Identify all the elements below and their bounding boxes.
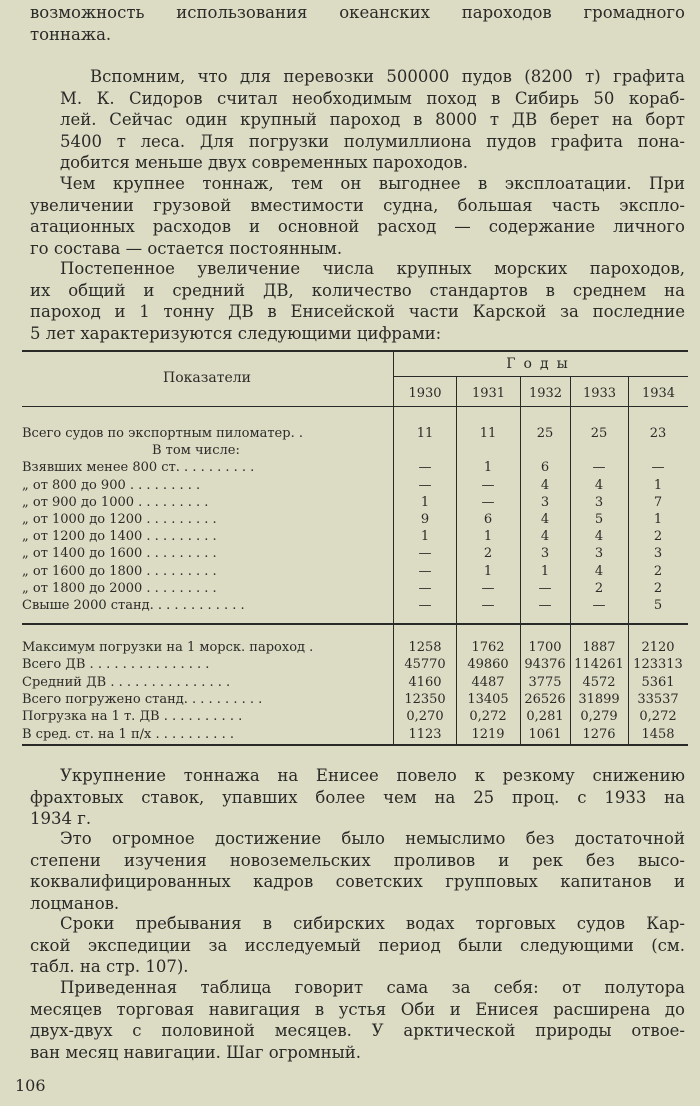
text-line: лоцманов. [30,893,120,913]
paragraph-graphite [30,66,685,174]
table-cell: 33537 [637,691,679,707]
year-header: 1930 [408,386,442,401]
table-cell: 1 [420,494,430,510]
year-header: 1933 [582,386,617,401]
table-row [22,640,688,657]
table-cell: 11 [479,426,497,441]
table-cell: 6 [540,460,550,476]
table-cell: 4572 [582,674,616,690]
row-label: „ от 1400 до 1600 . . . . . . . . . [22,546,217,562]
table-cell: 1887 [582,640,616,655]
text-line: М. К. Сидоров считал необходимым поход в Сибирь 50 кораб- [60,88,685,108]
table-cell: 3 [540,546,550,562]
text-line: 1934 г. [30,809,92,829]
text-line: Чем крупнее тоннаж, тем он выгоднее в эксплоатации. При [60,174,685,193]
row-label: Свыше 2000 станд. . . . . . . . . . . . [22,598,245,613]
table-cell: 1 [540,563,550,579]
row-label: Всего судов по экспортным пиломатер. . [22,426,303,441]
table-cell: — [418,460,432,476]
table-cell: 4 [594,563,604,579]
year-header: 1931 [471,386,506,401]
table-cell: — [418,477,432,493]
table-cell: — [592,598,606,613]
row-label: „ от 900 до 1000 . . . . . . . . . [22,494,209,510]
table-cell: 25 [536,426,554,441]
table-cell: 45770 [404,657,446,673]
table-cell: 5361 [641,674,675,690]
table-cell: — [418,563,432,579]
text-line: увеличении грузовой вместимости судна, большая часть экспло- [30,195,685,215]
table-row [22,564,688,581]
table-cell: 1 [483,563,493,579]
row-label: „ от 1600 до 1800 . . . . . . . . . [22,563,217,579]
table-cell: 3 [653,546,663,562]
text-line: добится меньше двух современных пароходов. [60,153,468,173]
text-line: тоннажа. [30,24,112,44]
text-line: Приведенная таблица говорит сама за себя: от полутора [60,978,685,997]
table-cell: 5 [653,598,663,613]
table-cell: 1762 [471,640,505,655]
table-row [22,581,688,598]
paragraph-tonnage [30,173,685,259]
table-cell: 94376 [524,657,566,673]
table-cell: 1061 [528,726,562,742]
table-cell: 4487 [471,674,505,690]
table-row [22,529,688,546]
table-cell: 0,270 [406,709,444,725]
table-row [22,598,688,615]
table-row [22,692,688,709]
table-cell: 2 [653,580,663,596]
table-cell: 3 [540,494,550,510]
table-cell: 1258 [408,640,442,655]
table-cell: 4 [594,477,604,493]
row-label: „ от 1800 до 2000 . . . . . . . . . [22,580,217,596]
table-cell: 1700 [528,640,562,655]
table-cell: 1 [653,477,663,493]
text-line: Сроки пребывания в сибирских водах торговых судов Кар- [60,914,685,933]
table-cell: — [481,598,495,613]
text-line: Вспомним, что для перевозки 500000 пудов (8200 т) графита [90,67,685,86]
paragraph-intro [30,2,685,45]
year-header: 1932 [528,386,563,401]
row-label: Максимум погрузки на 1 морск. пароход . [22,640,314,655]
table-cell: 7 [653,494,663,510]
text-line: пароход и 1 тонну ДВ в Енисейской части Карской за последние [30,302,685,322]
text-line: ской экспедиции за исследуемый период были следующими (см. [30,935,685,955]
text-line: возможность использования океанских пароходов громадного [30,3,685,22]
table-cell: 2120 [641,640,675,655]
table-row [22,460,688,477]
text-line: месяцев торговая навигация в устья Оби и Енисея расширена до [30,999,685,1019]
paragraph-periods [30,913,685,978]
text-line: 5 лет характеризуются следующими цифрами: [30,323,442,343]
table-row [22,546,688,563]
text-line: степени изучения новоземельских проливов и рек без высо- [30,850,685,870]
table-row [22,443,688,460]
row-label: В том числе: [152,443,240,459]
table-cell: 5 [594,512,604,527]
row-label: В сред. ст. на 1 п/х . . . . . . . . . . [22,726,234,742]
table-cell: 31899 [578,691,620,707]
table-cell: 4 [540,512,550,527]
table-cell: — [481,494,495,510]
text-line: лей. Сейчас один крупный пароход в 8000 т ДВ берет на борт [60,110,685,130]
table-row [22,727,688,744]
table-cell: — [592,460,606,476]
table-cell: 13405 [467,691,509,707]
text-line: Постепенное увеличение числа крупных морских пароходов, [60,259,685,278]
table-cell: 1 [483,529,493,545]
text-line: их общий и средний ДВ, количество стандартов в среднем на [30,280,685,300]
table-cell: 9 [420,512,430,527]
page-number: 106 [15,1076,46,1095]
table-cell: — [538,598,552,613]
table-cell: 2 [653,529,663,545]
row-label: „ от 1200 до 1400 . . . . . . . . . [22,529,217,545]
text-line: атационных расходов и основной расход — содержание личного [30,217,685,237]
table-cell: 3775 [528,674,562,690]
text-line: Это огромное достижение было немыслимо без достаточной [60,829,685,848]
table-cell: 1 [483,460,493,476]
table-cell: — [418,580,432,596]
table-cell: 4 [594,529,604,545]
text-line: двух-двух с половиной месяцев. У арктической природы отвое- [30,1021,685,1041]
table-cell: 0,272 [469,709,507,725]
table-cell: 25 [590,426,608,441]
table-cell: 114261 [574,657,624,673]
table-years-title: Годы [506,356,576,372]
table-cell: — [418,598,432,613]
table-cell: 1276 [582,726,616,742]
table-row [22,426,688,443]
table-cell: 23 [649,426,667,441]
year-header: 1934 [641,386,676,401]
table-row [22,657,688,674]
table-cell: — [651,460,665,476]
row-label: Взявших менее 800 ст. . . . . . . . . . [22,460,255,476]
table-cell: — [418,546,432,562]
table-top-rule [22,350,688,352]
table-cell: 11 [416,426,434,441]
table-cell: 1123 [408,726,442,742]
table-cell: — [538,580,552,596]
table-cell: — [481,580,495,596]
table-header-label: Показатели [163,370,251,386]
table-cell: 1219 [471,726,505,742]
years-subrule [394,376,688,377]
table-cell: 0,281 [526,709,564,725]
row-label: „ от 800 до 900 . . . . . . . . . [22,477,201,493]
table-row [22,478,688,495]
row-label: Средний ДВ . . . . . . . . . . . . . . . [22,674,231,690]
header-bottom-rule [22,406,688,407]
text-line: фрахтовых ставок, упавших более чем на 25 проц. с 1933 на [30,787,685,807]
table-cell: 3 [594,494,604,510]
table-bottom-rule [22,744,688,746]
text-line: го состава — остается постоянным. [30,238,343,258]
text-line: 5400 т леса. Для погрузки полумиллиона пудов графита пона- [60,131,685,151]
table-cell: 2 [653,563,663,579]
paragraph-increase [30,258,685,344]
table-cell: 0,272 [639,709,677,725]
row-label: Всего ДВ . . . . . . . . . . . . . . . [22,657,210,673]
table-cell: 26526 [524,691,566,707]
table-cell: 2 [594,580,604,596]
table-cell: — [481,477,495,493]
table-cell: 4160 [408,674,442,690]
table-cell: 123313 [633,657,683,673]
text-line: ван месяц навигации. Шаг огромный. [30,1042,362,1062]
table-cell: 1 [420,529,430,545]
table-cell: 4 [540,477,550,493]
table-cell: 1458 [641,726,675,742]
row-label: Всего погружено станд. . . . . . . . . . [22,691,263,707]
text-line: табл. на стр. 107). [30,957,189,977]
paragraph-conclusion [30,977,685,1063]
table-cell: 12350 [404,691,446,707]
table-cell: 6 [483,512,493,527]
table-row [22,512,688,529]
table-cell: 0,279 [580,709,618,725]
text-line: коквалифицированных кадров советских групповых капитанов и [30,872,685,892]
section-divider-rule [22,623,688,625]
row-label: „ от 1000 до 1200 . . . . . . . . . [22,512,217,527]
table-row [22,709,688,726]
paragraph-achievement [30,828,685,914]
statistics-table [22,350,688,745]
table-row [22,495,688,512]
table-cell: 2 [483,546,493,562]
paragraph-freight [30,765,685,830]
text-line: Укрупнение тоннажа на Енисее повело к резкому снижению [60,766,685,785]
table-cell: 49860 [467,657,509,673]
table-row [22,675,688,692]
table-cell: 3 [594,546,604,562]
table-cell: 4 [540,529,550,545]
row-label: Погрузка на 1 т. ДВ . . . . . . . . . . [22,709,243,725]
table-cell: 1 [653,512,663,527]
